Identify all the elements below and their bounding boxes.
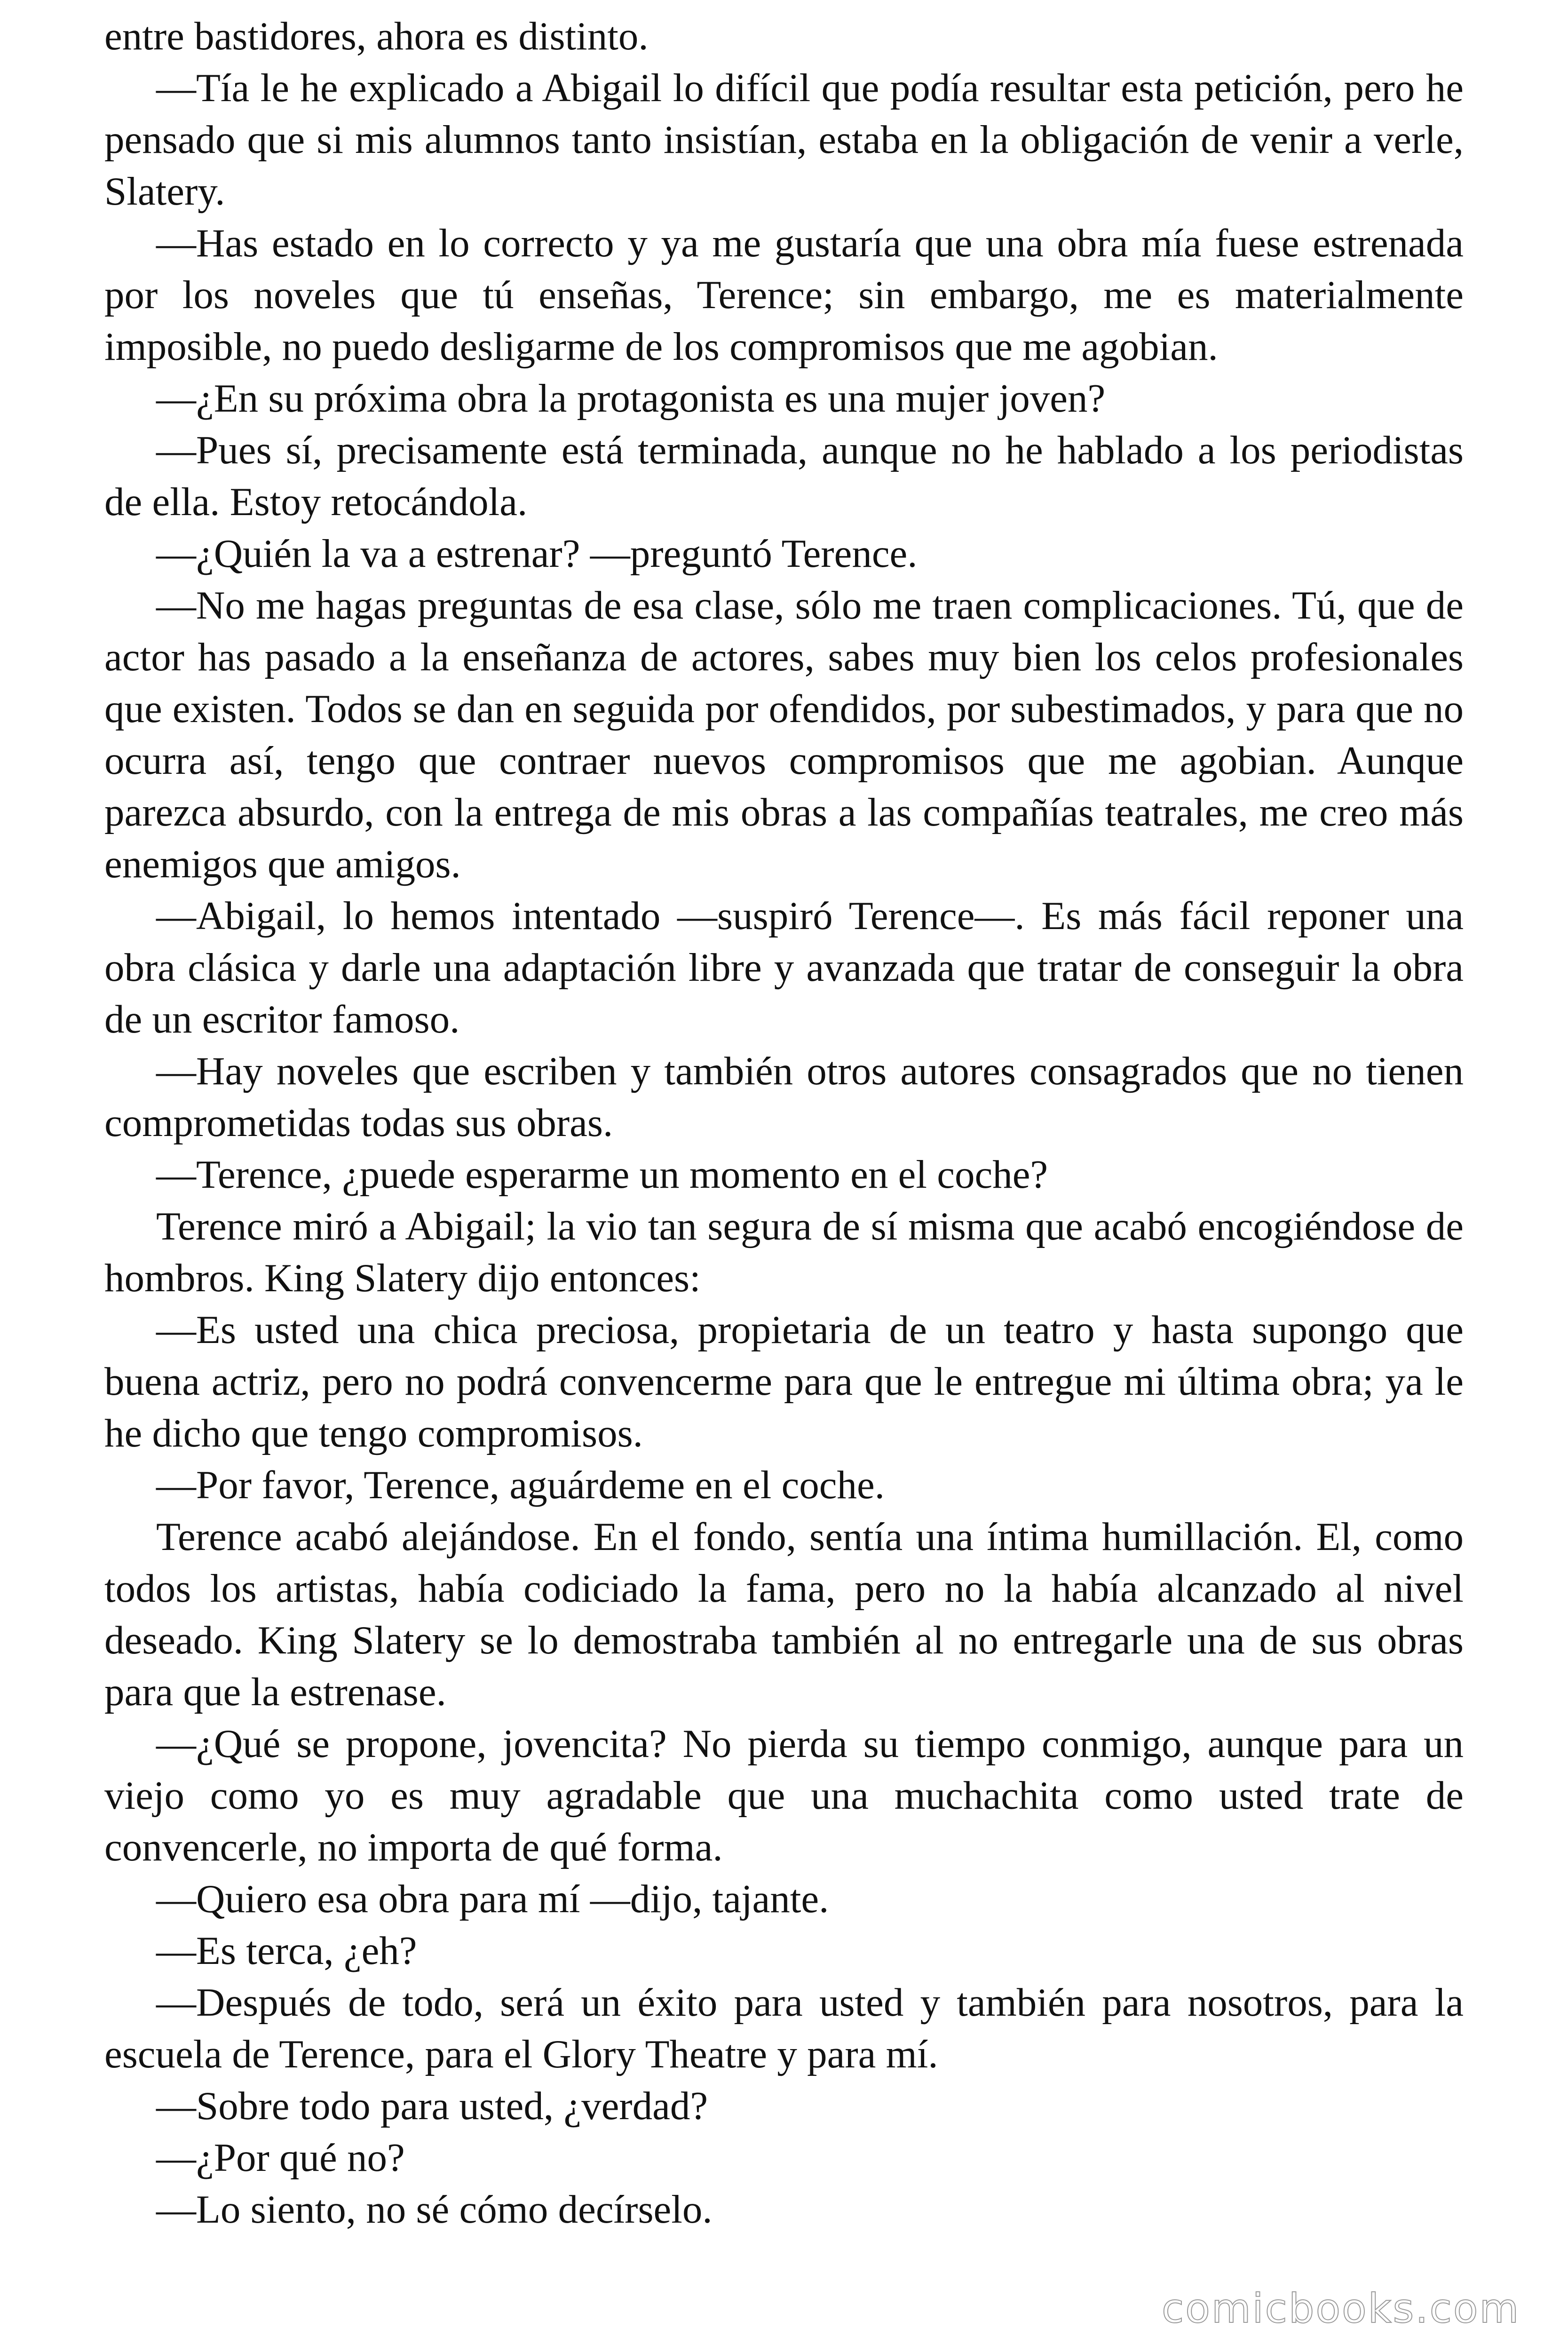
- paragraph: —No me hagas preguntas de esa clase, sólo me traen complicaciones. Tú, que de actor has pasado a la enseñanza de actores, sabes muy bien los celos profesionales que existen. Todos se dan en seguida por ofendidos, por subestimados, y para que no ocurra así, tengo que contraer nuevos compromisos que me agobian. Aunque parezca absurdo, con la entrega de mis obras a las compañías teatrales, me creo más enemigos que amigos.: [104, 583, 1464, 886]
- page-body-text: [104, 10, 1464, 2235]
- paragraph: —¿Por qué no?: [156, 2136, 405, 2180]
- paragraph: —Hay noveles que escriben y también otros autores consagrados que no tienen comprometidas todas sus obras.: [104, 1049, 1464, 1145]
- paragraph: —Terence, ¿puede esperarme un momento en el coche?: [156, 1152, 1048, 1197]
- paragraph: —Abigail, lo hemos intentado —suspiró Terence—. Es más fácil reponer una obra clásica y darle una adaptación libre y avanzada que tratar de conseguir la obra de un escritor famoso.: [104, 894, 1464, 1041]
- paragraph: —Es terca, ¿eh?: [156, 1929, 417, 1973]
- paragraph: —Después de todo, será un éxito para usted y también para nosotros, para la escuela de Terence, para el Glory Theatre y para mí.: [104, 1980, 1464, 2076]
- paragraph: entre bastidores, ahora es distinto.: [104, 14, 649, 58]
- paragraph: —Es usted una chica preciosa, propietaria de un teatro y hasta supongo que buena actriz, pero no podrá convencerme para que le entregue mi última obra; ya le he dicho que tengo compromisos.: [104, 1308, 1464, 1455]
- watermark: comicbooks.com: [1162, 2285, 1520, 2332]
- paragraph: —Lo siento, no sé cómo decírselo.: [156, 2187, 713, 2232]
- paragraph: Terence miró a Abigail; la vio tan segura de sí misma que acabó encogiéndose de hombros. King Slatery dijo entonces:: [104, 1204, 1464, 1300]
- paragraph: —¿Qué se propone, jovencita? No pierda su tiempo conmigo, aunque para un viejo como yo es muy agradable que una muchachita como usted trate de convencerle, no importa de qué forma.: [104, 1722, 1464, 1869]
- paragraph: —¿Quién la va a estrenar? —preguntó Terence.: [156, 532, 918, 576]
- paragraph: —¿En su próxima obra la protagonista es una mujer joven?: [156, 376, 1106, 421]
- paragraph: —Pues sí, precisamente está terminada, aunque no he hablado a los periodistas de ella. Estoy retocándola.: [104, 428, 1464, 524]
- paragraph: —Quiero esa obra para mí —dijo, tajante.: [156, 1877, 829, 1921]
- paragraph: —Has estado en lo correcto y ya me gustaría que una obra mía fuese estrenada por los noveles que tú enseñas, Terence; sin embargo, me es materialmente imposible, no puedo desligarme de los compromisos que me agobian.: [104, 221, 1464, 369]
- paragraph: Terence acabó alejándose. En el fondo, sentía una íntima humillación. El, como todos los artistas, había codiciado la fama, pero no la había alcanzado al nivel deseado. King Slatery se lo demostraba también al no entregarle una de sus obras para que la estrenase.: [104, 1515, 1464, 1714]
- paragraph: —Tía le he explicado a Abigail lo difícil que podía resultar esta petición, pero he pensado que si mis alumnos tanto insistían, estaba en la obligación de venir a verle, Slatery.: [104, 66, 1464, 214]
- paragraph: —Por favor, Terence, aguárdeme en el coche.: [156, 1463, 885, 1507]
- paragraph: —Sobre todo para usted, ¿verdad?: [156, 2084, 708, 2128]
